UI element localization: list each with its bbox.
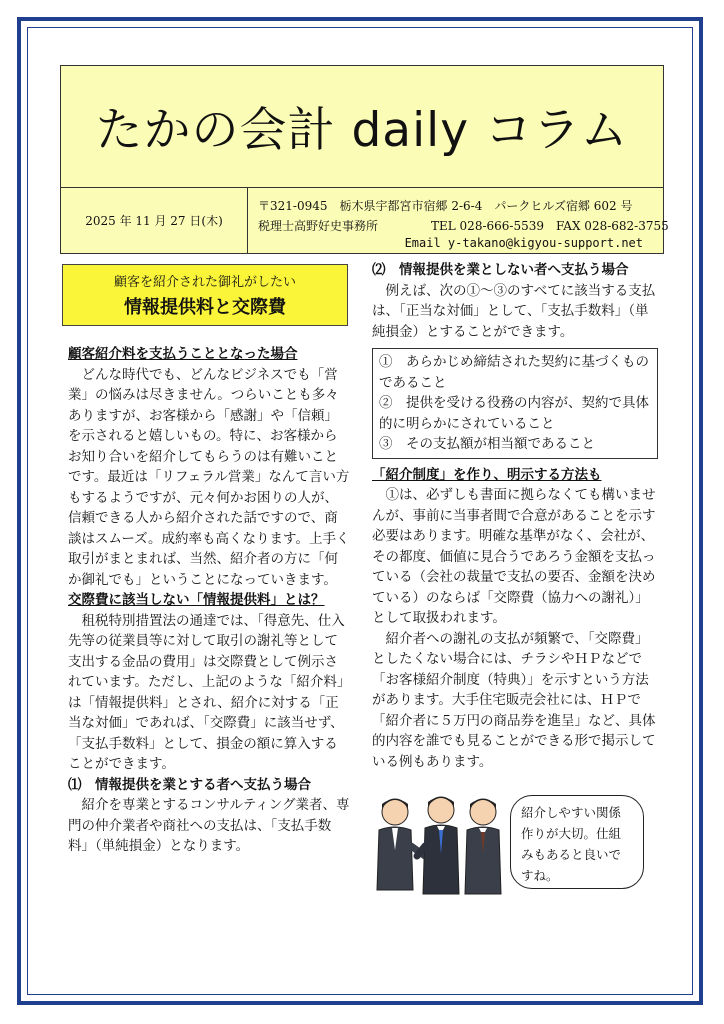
- paragraph: 紹介者への謝礼の支払が頻繁で、「交際費」としたくない場合には、チラシやＨＰなどで「お客様紹介制度（特典）」を示すという方法があります。大手住宅販売会社には、ＨＰで「紹介者に５万円の商品券を進呈」など、具体的内容を誰でも見ることができる形で掲示している例もあります。: [372, 630, 656, 770]
- topic-box: [62, 264, 348, 326]
- businessman-right: [465, 799, 501, 894]
- paragraph: 租税特別措置法の通達では、「得意先、仕入先等の従業員等に対して取引の謝礼等として支出する金品の費用」は交際費として例示されています。ただし、上記のような「紹介料」は「情報提供料」とされ、紹介に対する「正当な対価」であれば、「交際費」に該当せず、「支払手数料」として、損金の額に算入することができます。: [68, 612, 345, 772]
- condition-item: ② 提供を受ける役務の内容が、契約で具体的に明らかにされていること: [379, 395, 649, 432]
- paragraph: 紹介を専業とするコンサルティング業者、専門の仲介業者や商社への支払は、「支払手数料」（単純損金）となります。: [68, 797, 350, 854]
- section-heading: 顧客紹介料を支払うこととなった場合: [68, 346, 298, 362]
- subsection-heading: ⑴ 情報提供を業とする者へ支払う場合: [68, 776, 311, 793]
- topic-title: 情報提供料と交際費: [124, 297, 286, 318]
- section-heading: 「紹介制度」を作り、明示する方法も: [372, 466, 602, 483]
- paragraph: ①は、必ずしも書面に拠らなくても構いませんが、事前に当事者間で合意があることを示す必要はあります。明確な基準がなく、会社が、その都度、価値に見合うであろう金額を支払っている（会社の裁量で支払の要否、金額を決めている）のならば「交際費（協力への謝礼）」として取扱われます。: [372, 487, 656, 626]
- office-phone-fax: TEL 028-666-5539 FAX 028-682-3755: [431, 219, 669, 233]
- subsection-heading: ⑵ 情報提供を業としない者へ支払う場合: [372, 262, 629, 278]
- businessman-left: [377, 799, 425, 890]
- issue-date: 2025 年 11 月 27 日(木): [85, 213, 223, 228]
- condition-item: ③ その支払額が相当額であること: [379, 436, 595, 452]
- header-box: [60, 65, 669, 254]
- conditions-box: [372, 348, 658, 459]
- businessmen-illustration: [373, 790, 513, 902]
- office-address: 〒321-0945 栃木県宇都宮市宿郷 2-6-4 パークヒルズ宿郷 602 号: [258, 199, 633, 213]
- paragraph: どんな時代でも、どんなビジネスでも「営業」の悩みは尽きません。つらいことも多々ありますが、お客様から「感謝」や「信頼」を示されると嬉しいもの。特に、お客様からお知り合いを紹介してもらうのは有難いことです。最近は「リフェラル営業」なんて言い方もするようですが、元々何かお困りの人が、信頼できる人から紹介された話ですので、商談はスムーズ。成約率も高くなります。上手く取引がまとまれば、当然、紹介者の方に「何か御礼でも」ということになっていきます。: [68, 366, 350, 588]
- condition-item: ① あらかじめ締結された契約に基づくものであること: [379, 354, 649, 391]
- left-column: [68, 344, 350, 857]
- header-vertical-divider: [247, 187, 248, 253]
- paragraph: 例えば、次の①～③のすべてに該当する支払は、「正当な対価」として、「支払手数料」（単純損金）とすることができます。: [372, 282, 656, 340]
- office-name: 税理士高野好史事務所: [258, 219, 379, 233]
- businessman-middle: [417, 797, 459, 894]
- right-column: [372, 260, 658, 772]
- topic-subtitle: 顧客を紹介された御礼がしたい: [113, 275, 296, 290]
- office-email: Email y-takano@kigyou-support.net: [404, 236, 643, 250]
- section-heading: 交際費に該当しない「情報提供料」とは？: [68, 592, 325, 608]
- page-title: たかの会計 daily コラム: [95, 103, 629, 158]
- speech-bubble: 紹介しやすい関係作りが大切。仕組みもあると良いですね。: [510, 795, 644, 889]
